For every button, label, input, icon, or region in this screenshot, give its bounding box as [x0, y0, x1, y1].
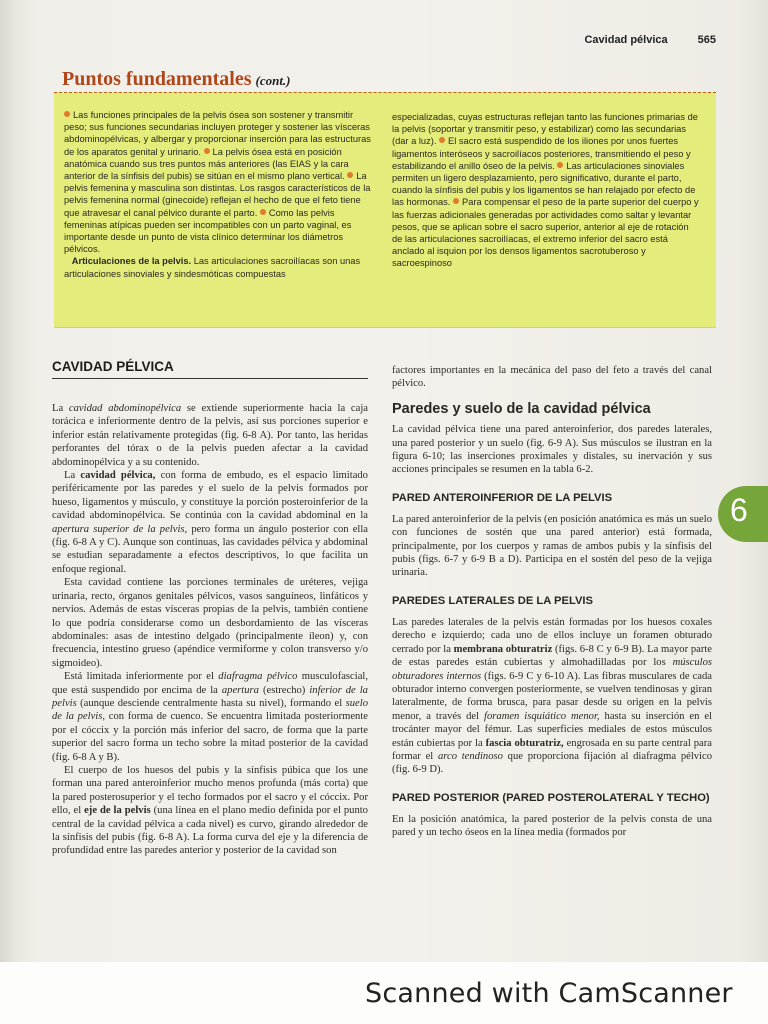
- key-point-text: La pelvis ósea está en posición anatómica cuando sus tres puntos más anteriores (las EIAS y la cara anterior de la sínfisis del pubis) se sitúan en el mismo plano vertical.: [64, 146, 349, 182]
- paragraph: Las paredes laterales de la pelvis están formadas por los huesos coxales derecho e izquierdo; cada uno de ellos incluye un foramen obturado cerrado por la membrana obturatriz (figs. 6-8 C y 6-9 B). La mayor parte de estas paredes están cubiertas y almohadilladas por los músculos obturadores internos (figs. 6-9 C y 6-10 A). Las fibras musculares de cada obturador interno convergen posteriormente, se vuelven tendinosas y giran lateralmente, de forma brusca, para pasar desde su origen en la pelvis menor, a través del foramen isquiático menor, hasta su inserción en el trocánter mayor del fémur. Las superficies mediales de estos músculos están cubiertas por la fascia obturatriz, engrosada en su parte central para formar el arco tendinoso que proporciona fijación al diafragma pélvico (fig. 6-9 D).: [392, 616, 713, 776]
- key-point-text: Las funciones principales de la pelvis ósea son sostener y transmitir peso; sus funciones secundarias incluyen proteger y sostener las vísceras abdominopélvicas, y albergar y proporcionar inserción para las estructuras de los aparatos genital y urinario.: [64, 110, 371, 157]
- bullet-icon: [260, 209, 266, 215]
- key-points-right-column: [392, 111, 700, 270]
- key-point-text: Las articulaciones sacroilíacas son unas articulaciones sinoviales y sindesmóticas compuestas: [64, 256, 361, 279]
- chapter-tab-number: 6: [730, 492, 748, 528]
- paragraph: Esta cavidad contiene las porciones terminales de uréteres, vejiga urinaria, recto, órganos genitales pélvicos, vasos sanguíneos, linfáticos y nervios. Además de estas vísceras propias de la pelvis, también contiene lo que podría considerarse como un desbordamiento de las vísceras abdominales: asas de intestino delgado (principalmente íleon) y, con frecuencia, intestino grueso (apéndice vermiforme y colon transverso y/o sigmoideo).: [52, 577, 368, 669]
- key-point-text: Para compensar el peso de la parte superior del cuerpo y las fuerzas adicionales generadas por actividades como saltar y levantar pesos, que se aplican sobre el sacro superior, anterior al eje de rotación de las articulaciones sacroilíacas, el extremo inferior del sacro está anclado al isquion por los densos ligamentos sacrotuberoso y sacroespinoso: [392, 197, 699, 269]
- paragraph: factores importantes en la mecánica del paso del feto a través del canal pélvico.: [392, 365, 712, 390]
- key-points-title-suffix: (cont.): [255, 73, 291, 88]
- page-number: 565: [697, 34, 716, 46]
- paragraph: En la posición anatómica, la pared posterior de la pelvis consta de una pared y un techo óseos en la línea media (formados por: [392, 813, 712, 839]
- paragraph: La cavidad pélvica tiene una pared anteroinferior, dos paredes laterales, una pared posterior y un suelo (fig. 6-9 A). Sus músculos se ilustran en la figura 6-10; las inserciones proximales y distales, su inervación y sus acciones principales se resumen en la tabla 6-2.: [392, 424, 712, 476]
- key-point-subheading: Articulaciones de la pelvis.: [71, 256, 192, 267]
- header-section-title: Cavidad pélvica: [584, 34, 668, 46]
- chapter-tab: [718, 486, 768, 542]
- paragraph: La cavidad pélvica, con forma de embudo, es el espacio limitado periféricamente por las paredes y el suelo de la pelvis formados por hueso, ligamentos y músculo, y constituye la porción posteroinferior de la cavidad abdominopélvica. Se continúa con la cavidad abdominal en la apertura superior de la pelvis, pero forma un ángulo posterior con ella (fig. 6-8 A y C). Aunque son continuas, las cavidades pélvica y abdominal se estudian separadamente a efectos descriptivos, lo que facilita un enfoque regional.: [52, 470, 368, 575]
- key-points-title-text: Puntos fundamentales: [62, 68, 252, 90]
- minor-heading: PARED POSTERIOR (PARED POSTEROLATERAL Y TECHO): [392, 791, 710, 804]
- key-point-text: Como las pelvis femeninas atípicas pueden ser incompatibles con un parto vaginal, es importante desde un punto de vista clínico determinar los diámetros pélvicos.: [64, 207, 352, 255]
- bullet-icon: [204, 148, 210, 154]
- running-header: [584, 34, 716, 46]
- paragraph: El cuerpo de los huesos del pubis y la sínfisis púbica que los une forman una pared anteroinferior mucho menos profunda (más corta) que la pared posterosuperior y el techo formados por el sacro y el cóccix. Por ello, el eje de la pelvis (una línea en el plano medio definida por el punto central de la cavidad pélvica a cada nivel) es curvo, girando alrededor de la sínfisis del pubis (fig. 6-8 A). La forma curva del eje y la diferencia de profundidad entre las paredes anterior y posterior de la cavidad son: [52, 764, 368, 857]
- paragraph: La cavidad abdominopélvica se extiende superiormente hacia la caja torácica e inferiormente dentro de la pelvis, así sus porciones superior e inferior están relativamente protegidas (fig. 6-8 A). Por tanto, las heridas perforantes del tórax o de la pelvis pueden afectar a la cavidad abdominopélvica y a su contenido.: [52, 403, 368, 468]
- paragraph: Está limitada inferiormente por el diafragma pélvico musculofascial, que está suspendido por encima de la apertura (estrecho) inferior de la pelvis (aunque desciende centralmente hasta su nivel), formando el suelo de la pelvis, con forma de cuenco. Se encuentra limitada posteriormente por el cóccix y la porción más inferior del sacro, de forma que la parte superior del sacro forma un techo sobre la mitad posterior de la cavidad (fig. 6-8 A y B).: [52, 671, 368, 763]
- bullet-icon: [453, 198, 459, 204]
- bullet-icon: [347, 172, 353, 178]
- key-points-left-column: [64, 109, 372, 280]
- right-text-column: [392, 364, 712, 840]
- camscanner-watermark: Scanned with CamScanner: [365, 978, 733, 1009]
- key-points-box: [54, 92, 716, 327]
- key-point-text: La pelvis femenina y masculina son distintas. Los rasgos característicos de la pelvis femenina normal (ginecoide) reflejan el hecho de que el feto tiene que atravesar el canal pélvico durante el parto.: [64, 171, 371, 218]
- minor-heading: PAREDES LATERALES DE LA PELVIS: [392, 594, 593, 607]
- key-point-text: especializadas, cuyas estructuras reflejan tanto las funciones primarias de la pelvis (soportar y transmitir peso, y estabilizar) como las secundarias (dar a luz).: [392, 112, 698, 147]
- minor-heading: PARED ANTEROINFERIOR DE LA PELVIS: [392, 491, 613, 504]
- subsection-heading: Paredes y suelo de la cavidad pélvica: [392, 400, 651, 417]
- key-points-title: [62, 68, 291, 91]
- section-heading: CAVIDAD PÉLVICA: [52, 359, 368, 379]
- bullet-icon: [557, 162, 563, 168]
- bullet-icon: [439, 137, 445, 143]
- bullet-icon: [64, 111, 70, 117]
- left-text-column: [52, 402, 368, 858]
- paragraph: La pared anteroinferior de la pelvis (en posición anatómica es más un suelo con funciones de sostén que una pared anterior) está formada, principalmente, por los cuerpos y ramas de ambos pubis y la sínfisis del pubis (figs. 6-7 y 6-9 B a D). Participa en el sostén del peso de la vejiga urinaria.: [392, 513, 712, 579]
- key-point-text: Las articulaciones sinoviales permiten un ligero desplazamiento, pero significativo, durante el parto, cuando la sínfisis del pubis y los ligamentos se han relajado por efecto de las hormonas.: [392, 160, 696, 208]
- key-point-text: El sacro está suspendido de los iliones por unos fuertes ligamentos interóseos y sacroilíacos posteriores, transmitiendo el peso y estabilizando el anillo óseo de la pelvis.: [392, 136, 691, 171]
